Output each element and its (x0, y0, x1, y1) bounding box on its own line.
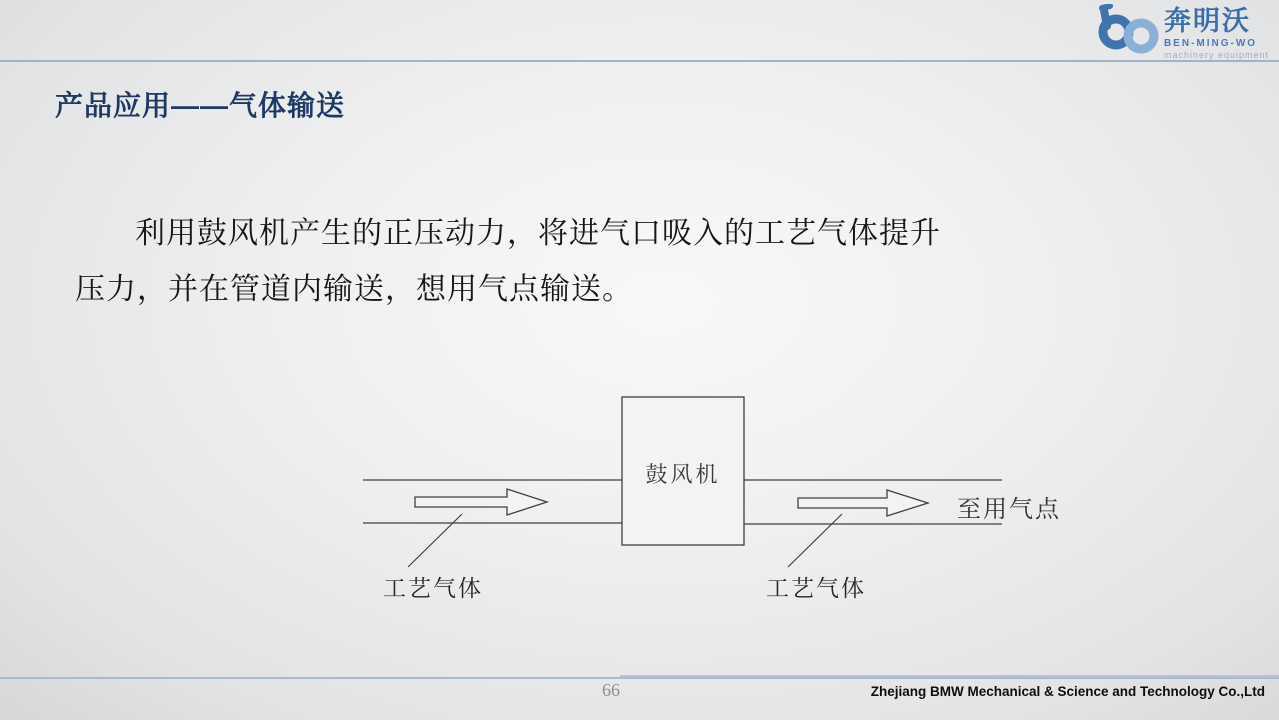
outlet-label-leader-line (788, 514, 842, 567)
logo-name-en: BEN-MING-WO (1163, 38, 1258, 49)
logo-name-cn: 奔明沃 (1163, 6, 1251, 36)
inlet-gas-label: 工艺气体 (383, 575, 483, 601)
body-line-1: 利用鼓风机产生的正压动力，将进气口吸入的工艺气体提升 (135, 217, 941, 250)
blower-box-label: 鼓风机 (645, 462, 721, 487)
footer-divider-accent (620, 675, 1279, 677)
inlet-label-leader-line (408, 514, 462, 567)
logo-tagline: machinery equipment (1163, 50, 1269, 60)
footer-company-name: Zhejiang BMW Mechanical & Science and Technology Co.,Ltd (870, 684, 1265, 699)
body-line-2: 压力，并在管道内输送，想用气点输送。 (75, 273, 633, 306)
outlet-flow-arrow-icon (798, 490, 928, 516)
page-title: 产品应用——气体输送 (55, 90, 346, 121)
outlet-gas-label: 工艺气体 (766, 575, 866, 601)
destination-label: 至用气点 (957, 496, 1061, 523)
footer-divider (0, 677, 1279, 679)
inlet-flow-arrow-icon (415, 489, 547, 515)
page-number: 66 (602, 680, 620, 700)
